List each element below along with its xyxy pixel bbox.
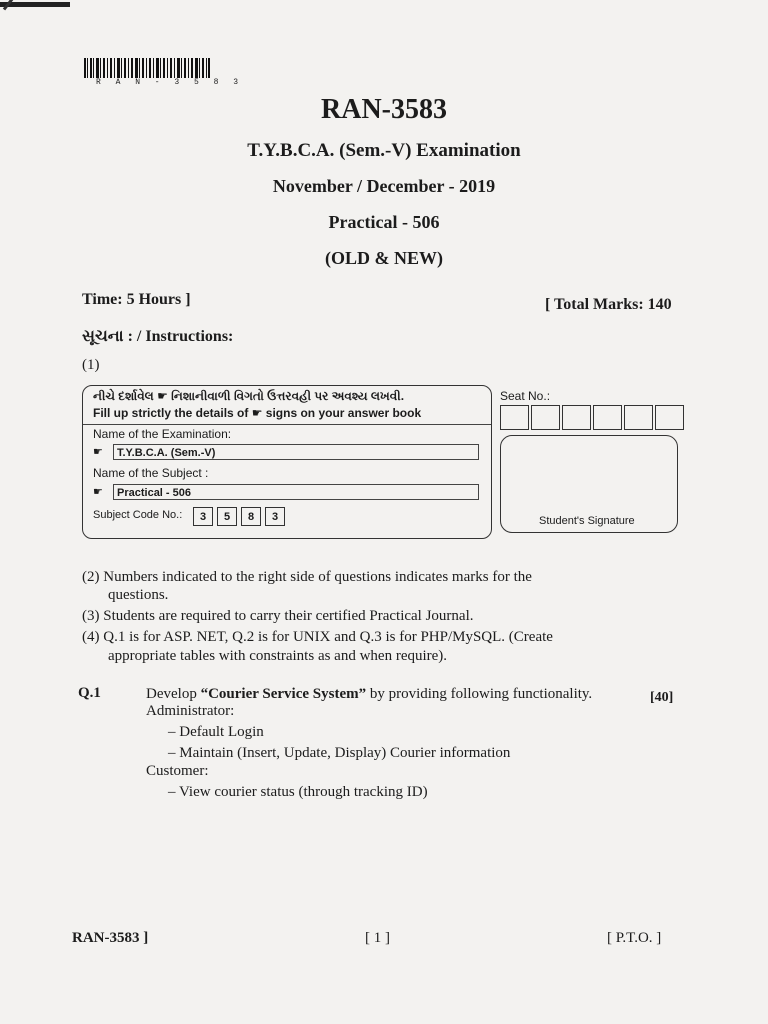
paper-code-title: RAN-3583 (321, 94, 447, 125)
pto-label: [ P.T.O. ] (607, 930, 662, 946)
seat-number-boxes (500, 405, 686, 430)
exam-name-field (91, 444, 479, 461)
page-number: [ 1 ] (365, 930, 390, 946)
instructions-heading: સૂચના : / Instructions: (82, 328, 234, 345)
instruction-1-number: (1) (82, 357, 100, 373)
subject-code-digit: 3 (193, 507, 213, 526)
customer-heading: Customer: (146, 763, 209, 779)
barcode-image (84, 58, 210, 78)
barcode-text: R A N - 3 5 8 3 (96, 78, 244, 87)
exam-session: November / December - 2019 (272, 176, 496, 196)
pointing-hand-icon: ☛ (93, 486, 103, 498)
pointing-hand-icon: ☛ (93, 446, 103, 458)
paper-name: Practical - 506 (328, 212, 440, 232)
system-name: “Courier Service System” (200, 686, 367, 702)
seat-digit-box (531, 405, 560, 430)
admin-item: – Default Login (168, 724, 264, 740)
admin-item: – Maintain (Insert, Update, Display) Courier information (168, 745, 511, 761)
question-marks: [40] (650, 690, 674, 705)
instruction-2: (2) Numbers indicated to the right side of questions indicates marks for the (82, 569, 532, 585)
subject-code-digit: 3 (265, 507, 285, 526)
answer-book-details-box (82, 385, 492, 539)
seat-digit-box (593, 405, 622, 430)
question-number: Q.1 (78, 685, 101, 701)
seat-digit-box (500, 405, 529, 430)
scheme-label: (OLD & NEW) (325, 248, 443, 268)
instruction-3: (3) Students are required to carry their certified Practical Journal. (82, 608, 474, 624)
signature-label: Student's Signature (539, 515, 635, 527)
english-instruction: Fill up strictly the details of ☛ signs on your answer book (93, 406, 422, 420)
seat-digit-box (624, 405, 653, 430)
subject-name-field (91, 484, 479, 501)
exam-name-value: T.Y.B.C.A. (Sem.-V) (113, 444, 479, 460)
gujarati-instruction: નીચે દર્શાવેલ ☛ નિશાનીવાળી વિગતો ઉત્તરવહી પર અવશ્ય લખવી. (93, 389, 405, 403)
customer-item: – View courier status (through tracking ID) (168, 784, 428, 800)
footer-code: RAN-3583 ] (72, 930, 149, 946)
instruction-2-cont: questions. (108, 587, 169, 603)
subject-code-digit: 5 (217, 507, 237, 526)
subject-code-label: Subject Code No.: (93, 509, 183, 521)
question-text-suffix: by providing following functionality. (366, 686, 593, 702)
total-marks-label: [ Total Marks: 140 (545, 296, 672, 313)
subject-name-value: Practical - 506 (113, 484, 479, 500)
seat-digit-box (562, 405, 591, 430)
exam-name-label: Name of the Examination: (93, 427, 232, 441)
seat-number-label: Seat No.: (500, 389, 551, 403)
question-text-prefix: Develop (146, 686, 201, 702)
divider (83, 424, 491, 425)
exam-title: T.Y.B.C.A. (Sem.-V) Examination (247, 140, 521, 161)
instruction-4-cont: appropriate tables with constraints as and when require). (108, 648, 448, 664)
subject-name-label: Name of the Subject : (93, 466, 209, 480)
question-text (146, 686, 592, 703)
subject-code-boxes (193, 507, 285, 526)
instruction-4: (4) Q.1 is for ASP. NET, Q.2 is for UNIX and Q.3 is for PHP/MySQL. (Create (82, 629, 553, 645)
time-label: Time: 5 Hours ] (82, 291, 191, 308)
seat-digit-box (655, 405, 684, 430)
subject-code-digit: 8 (241, 507, 261, 526)
admin-heading: Administrator: (146, 703, 235, 719)
